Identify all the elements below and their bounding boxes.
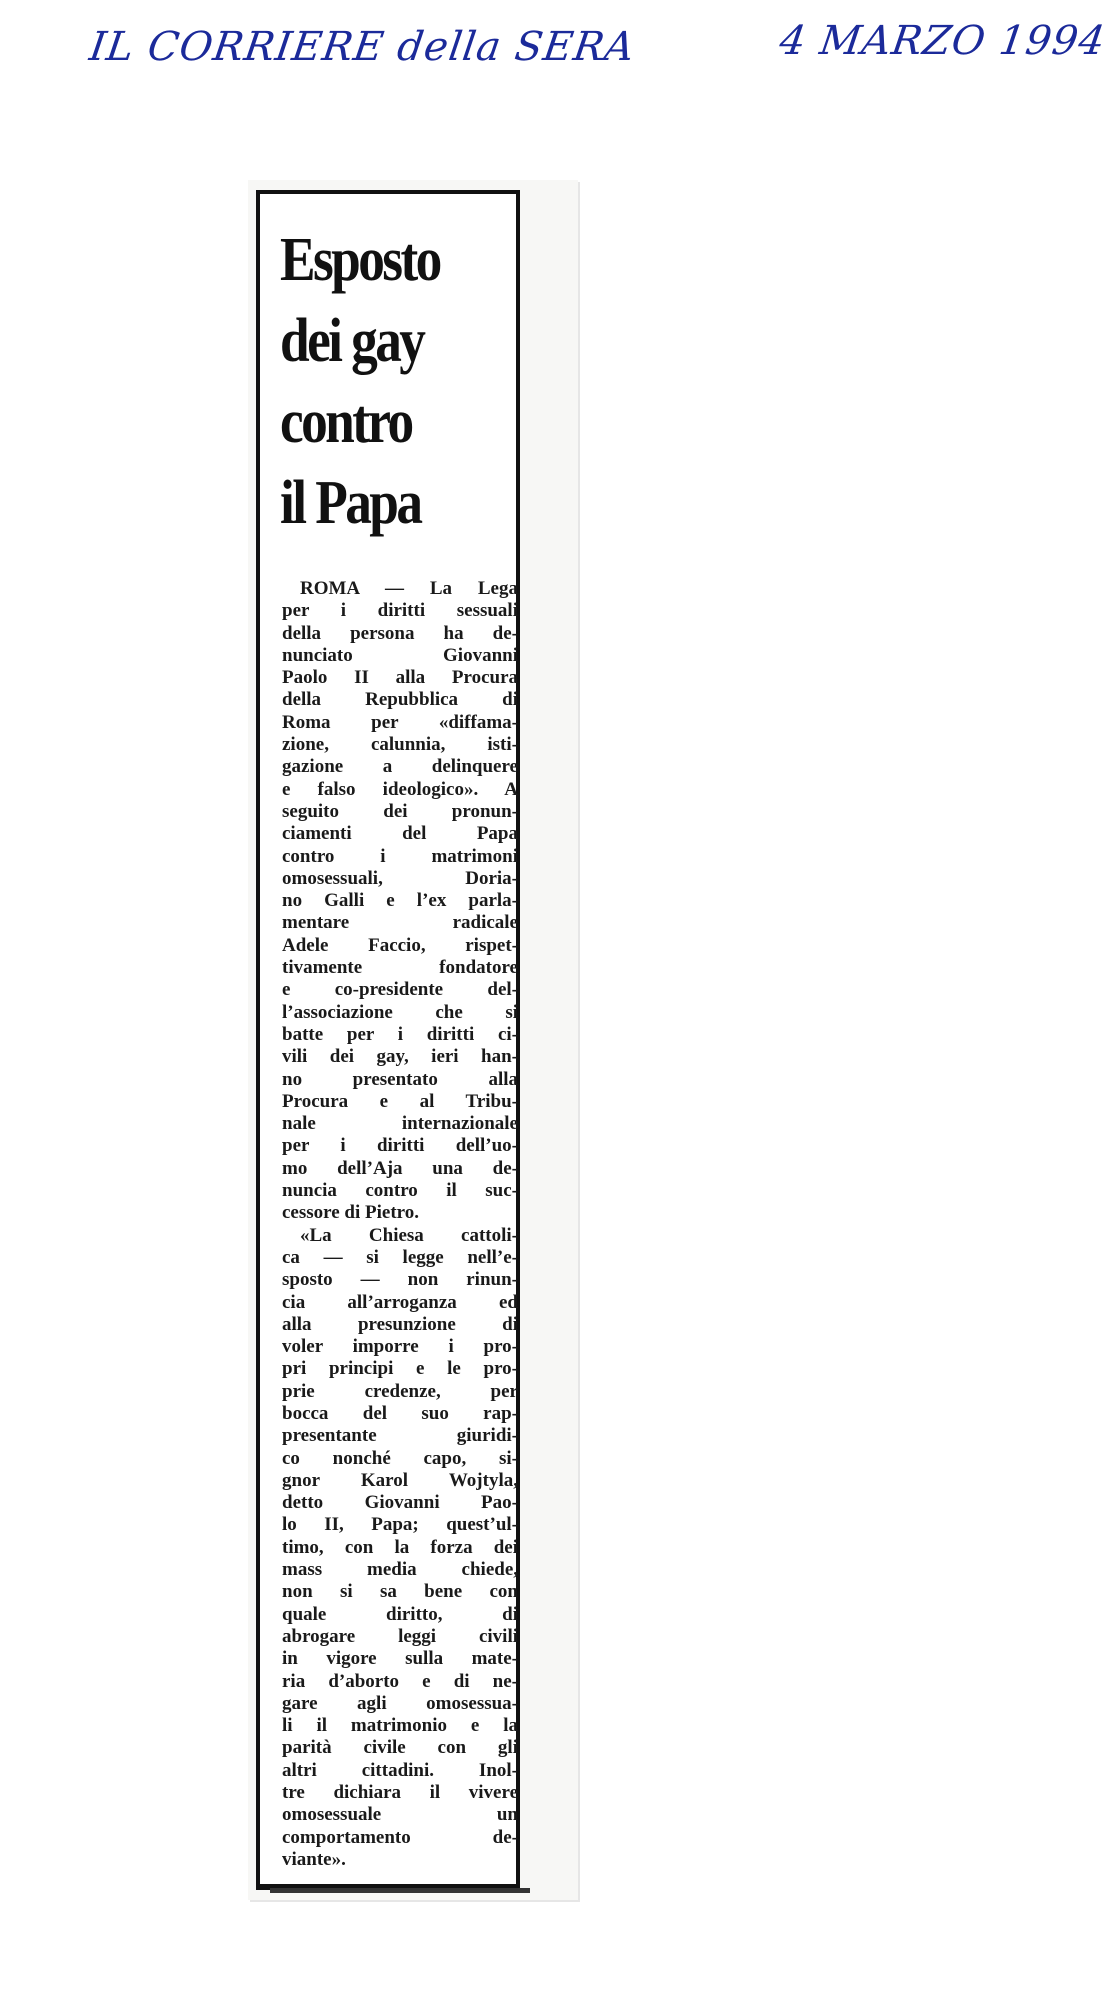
article-line: in vigore sulla mate- (282, 1648, 518, 1670)
article-line: della Repubblica di (282, 689, 518, 711)
newspaper-clipping (256, 190, 520, 1890)
article-line: contro i matrimoni (282, 845, 518, 867)
article-line: ria d’aborto e di ne- (282, 1670, 518, 1692)
article-line: cia all’arroganza ed (282, 1291, 518, 1313)
article-line: nuncia contro il suc- (282, 1180, 518, 1202)
article-line: gare agli omosessua- (282, 1692, 518, 1714)
clipping-edge (270, 1888, 530, 1893)
article-body (282, 578, 518, 1871)
article-line: non si sa bene con (282, 1581, 518, 1603)
article-line: vili dei gay, ieri han- (282, 1046, 518, 1068)
article-line: mentare radicale (282, 912, 518, 934)
article-headline (280, 220, 478, 544)
article-line: Procura e al Tribu- (282, 1090, 518, 1112)
article-line: detto Giovanni Pao- (282, 1492, 518, 1514)
article-line: omosessuali, Doria- (282, 867, 518, 889)
article-line: gnor Karol Wojtyla, (282, 1469, 518, 1491)
article-line: sposto — non rinun- (282, 1269, 518, 1291)
article-line: nale internazionale (282, 1113, 518, 1135)
article-line: l’associazione che si (282, 1001, 518, 1023)
article-line: prie credenze, per (282, 1380, 518, 1402)
article-line: Adele Faccio, rispet- (282, 934, 518, 956)
article-line: quale diritto, di (282, 1603, 518, 1625)
article-line: e co-presidente del- (282, 979, 518, 1001)
article-line: della persona ha de- (282, 622, 518, 644)
article-line: li il matrimonio e la (282, 1715, 518, 1737)
paragraph-first-line: «La Chiesa cattoli- (300, 1224, 518, 1246)
article-line: per i diritti dell’uo- (282, 1135, 518, 1157)
headline-line: Esposto (280, 226, 440, 294)
article-line: nunciato Giovanni (282, 644, 518, 666)
article-line: parità civile con gli (282, 1737, 518, 1759)
article-line: tre dichiara il vivere (282, 1782, 518, 1804)
article-line: mo dell’Aja una de- (282, 1157, 518, 1179)
article-line: viante». (282, 1848, 346, 1870)
article-line: timo, con la forza dei (282, 1536, 518, 1558)
article-line: gazione a delinquere (282, 756, 518, 778)
article-line: batte per i diritti ci- (282, 1023, 518, 1045)
headline-line: contro (280, 388, 412, 456)
article-line: alla presunzione di (282, 1313, 518, 1335)
article-line: ciamenti del Papa (282, 823, 518, 845)
article-line: abrogare leggi civili (282, 1625, 518, 1647)
article-line: ca — si legge nell’e- (282, 1246, 518, 1268)
article-line: e falso ideologico». A (282, 778, 518, 800)
paragraph-first-line: ROMA — La Lega (300, 578, 518, 599)
article-line: pri principi e le pro- (282, 1358, 518, 1380)
article-line: zione, calunnia, isti- (282, 734, 518, 756)
article-line: omosessuale un (282, 1804, 518, 1826)
article-line: lo II, Papa; quest’ul- (282, 1514, 518, 1536)
article-line: seguito dei pronun- (282, 800, 518, 822)
article-line: Roma per «diffama- (282, 711, 518, 733)
article-line: per i diritti sessuali (282, 600, 518, 622)
article-line: Paolo II alla Procura (282, 667, 518, 689)
article-line: co nonché capo, si- (282, 1447, 518, 1469)
article-line: no Galli e l’ex parla- (282, 890, 518, 912)
article-line: cessore di Pietro. (282, 1202, 420, 1224)
handwritten-annotation (86, 18, 1108, 78)
article-line: tivamente fondatore (282, 957, 518, 979)
handwritten-date: 4 MARZO 1994 (776, 18, 1108, 64)
handwritten-source: IL CORRIERE della SERA (86, 24, 639, 70)
article-line: bocca del suo rap- (282, 1402, 518, 1424)
headline-line: dei gay (280, 307, 424, 375)
article-line: mass media chiede, (282, 1559, 518, 1581)
article-line: presentante giuridi- (282, 1425, 518, 1447)
article-line: altri cittadini. Inol- (282, 1759, 518, 1781)
headline-line: il Papa (280, 469, 421, 537)
article-line: comportamento de- (282, 1826, 518, 1848)
article-line: no presentato alla (282, 1068, 518, 1090)
article-line: voler imporre i pro- (282, 1336, 518, 1358)
